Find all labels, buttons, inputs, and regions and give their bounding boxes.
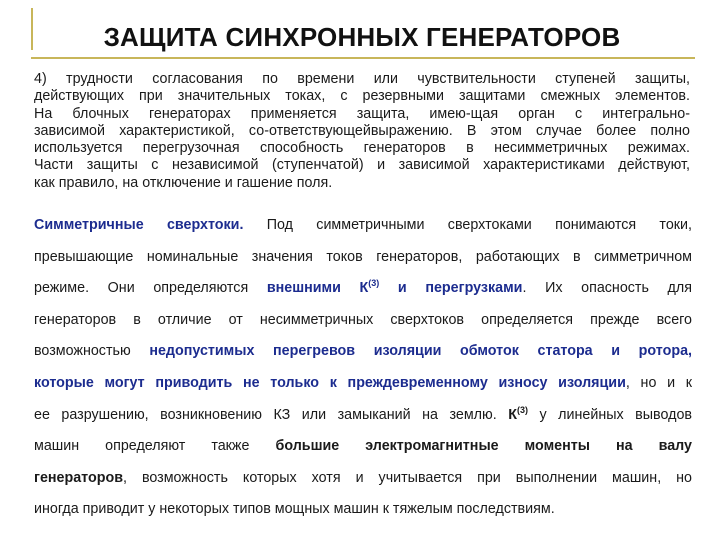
text-line: превышающие номинальные значения токов генераторов, работающих в симметричном — [34, 248, 692, 265]
emphasis-generators: генераторов — [34, 469, 123, 486]
text-fragment: , но и к — [625, 374, 693, 391]
text-fragment: ее разрушению, возникновению КЗ или замыканий на землю. — [34, 406, 509, 423]
text-line: как правило, на отключение и гашение поля. — [34, 174, 333, 191]
emphasis-electromagnetic-moments: большие электромагнитные моменты на валу — [275, 438, 692, 455]
text-line: используется перегрузочная способность генераторов в несимметричных режимах. — [34, 140, 690, 157]
emphasis-insulation-wear: которые могут приводить не только к преждевременному износу изоляции — [34, 374, 626, 391]
emphasis-k3: $К^{(3)}$ — [508, 404, 528, 423]
text-fragment: режиме. Они определяются — [34, 280, 267, 297]
text-line — [34, 400, 692, 432]
text-fragment: . Их опасность для — [522, 280, 692, 297]
paragraph-protection-difficulties — [34, 71, 690, 192]
text-line — [34, 431, 692, 463]
term-symmetric-overcurrents: Симметричные сверхтоки. — [34, 217, 244, 233]
text-fragment: у линейных выводов — [527, 406, 692, 423]
text-line — [34, 336, 692, 368]
title-accent-line-horizontal — [31, 57, 695, 59]
text-line — [34, 368, 692, 400]
title-accent-line-vertical — [31, 8, 33, 50]
text-line: 4) трудности согласования по времени или чувствительности ступеней защиты, — [34, 71, 690, 87]
text-fragment: Под симметричными сверхтоками понимаются токи, — [243, 217, 692, 233]
text-fragment: , возможность которых хотя и учитывается при выполнении машин, но — [122, 469, 692, 486]
text-line: На блочных генераторах применяется защита, имею-щая орган с интегрально- — [34, 105, 690, 122]
text-line — [34, 463, 692, 495]
paragraph-symmetric-overcurrents — [34, 210, 692, 526]
text-line — [34, 273, 692, 305]
emphasis-overheating: недопустимых перегревов изоляции обмоток статора и ротора, — [149, 343, 692, 360]
slide-title: ЗАЩИТА СИНХРОННЫХ ГЕНЕРАТОРОВ — [103, 22, 621, 52]
text-line: Части защиты с независимой (ступенчатой) и зависимой характеристиками действуют, — [34, 157, 690, 174]
text-line: иногда приводит у некоторых типов мощных машин к тяжелым последствиям. — [34, 501, 555, 518]
text-fragment: возможностью — [34, 343, 150, 360]
text-line: действующих при значительных токах, с резервными защитами смежных элементов. — [34, 88, 690, 105]
text-fragment: машин определяют также — [34, 438, 276, 455]
emphasis-external-short-circuits: внешними $К^{(3)}$ и перегрузками — [266, 278, 523, 297]
text-line: генераторов в отличие от несимметричных сверхтоков определяется прежде всего — [34, 311, 692, 328]
text-line: зависимой характеристикой, со-ответствующейвыражению. В этом случае более полно — [34, 122, 690, 139]
text-line — [34, 210, 692, 242]
